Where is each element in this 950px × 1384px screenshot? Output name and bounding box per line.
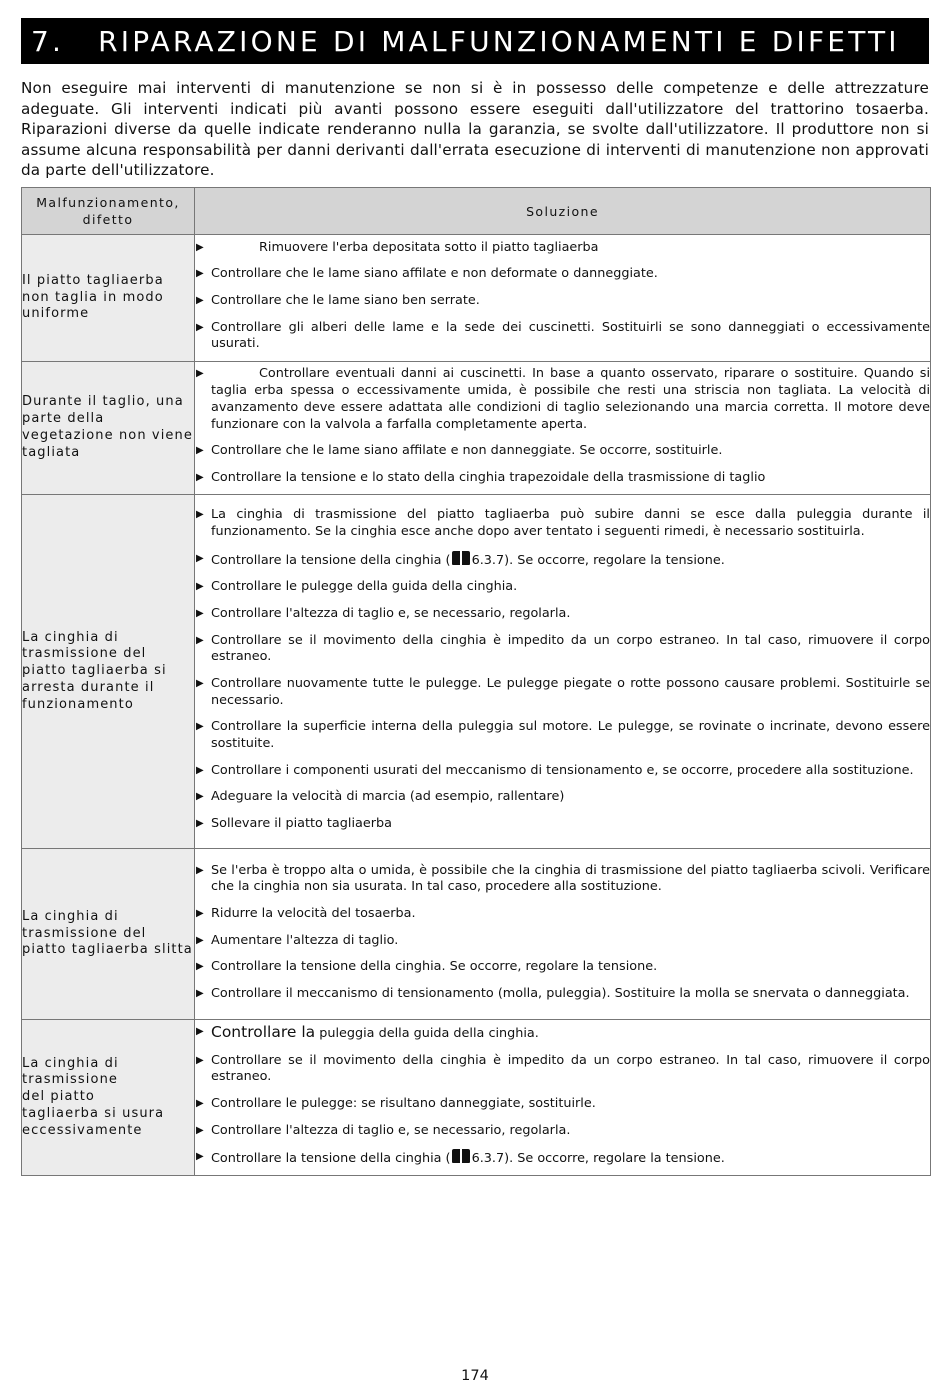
solution-list — [195, 863, 930, 1003]
solution-item: ▶ Controllare l'altezza di taglio e, se necessario, regolarla. — [196, 1122, 571, 1138]
troubleshooting-table — [21, 187, 931, 1176]
solution-item: ▶ Controllare la tensione della cinghia. Se occorre, regolare la tensione. — [196, 959, 658, 975]
section-title-text: RIPARAZIONE DI MALFUNZIONAMENTI E DIFETTI — [98, 24, 900, 58]
triangle-right-icon: ▶ — [196, 607, 204, 619]
solution-item: ▶ Aumentare l'altezza di taglio. — [196, 932, 399, 948]
solution-item: ▶ Adeguare la velocità di marcia (ad esempio, rallentare) — [196, 789, 565, 805]
solution-list — [195, 240, 930, 353]
triangle-right-icon: ▶ — [196, 907, 204, 919]
triangle-right-icon: ▶ — [196, 1151, 204, 1163]
triangle-right-icon: ▶ — [196, 445, 204, 457]
header-solution: Soluzione — [195, 188, 931, 235]
solution-cell — [195, 235, 931, 362]
triangle-right-icon: ▶ — [196, 817, 204, 829]
triangle-right-icon: ▶ — [196, 987, 204, 999]
table-row — [22, 362, 931, 495]
triangle-right-icon: ▶ — [196, 295, 204, 306]
solution-item: ▶ La cinghia di trasmissione del piatto tagliaerba può subire danni se esce dalla puleggia durante il funzionamento. Se la cinghia esce anche dopo aver tentato i seguenti rimedi, è necessario sostituirla. — [196, 507, 930, 540]
section-number: 7. — [31, 24, 65, 58]
table-row — [22, 1020, 931, 1176]
triangle-right-icon: ▶ — [196, 764, 204, 776]
triangle-right-icon: ▶ — [196, 581, 204, 593]
solution-item: ▶ Se l'erba è troppo alta o umida, è possibile che la cinghia di trasmissione del piatto tagliaerba scivoli. Verificare che la cinghia non sia usurata. In tal caso, procedere alla sostituzione. — [196, 862, 930, 895]
triangle-right-icon: ▶ — [196, 321, 204, 333]
triangle-right-icon: ▶ — [196, 634, 204, 646]
solution-item: ▶ Ridurre la velocità del tosaerba. — [196, 905, 416, 921]
triangle-right-icon: ▶ — [196, 1054, 204, 1066]
fault-cell: Il piatto tagliaerba non taglia in modo uniforme — [22, 235, 195, 362]
solution-item: ▶ Controllare il meccanismo di tensionamento (molla, puleggia). Sostituire la molla se snervata o danneggiata. — [196, 985, 910, 1001]
triangle-right-icon: ▶ — [196, 368, 204, 380]
triangle-right-icon: ▶ — [196, 509, 204, 521]
manual-reference: 6.3.7 — [471, 1151, 505, 1167]
triangle-right-icon: ▶ — [196, 471, 204, 483]
solution-item: ▶ Controllare che le lame siano affilate e non danneggiate. Se occorre, sostituirle. — [196, 443, 723, 459]
solution-item: ▶ Rimuovere l'erba depositata sotto il piatto tagliaerba — [196, 239, 599, 255]
solution-cell — [195, 362, 931, 495]
solution-item: ▶ Controllare i componenti usurati del meccanismo di tensionamento e, se occorre, procedere alla sostituzione. — [196, 762, 914, 778]
triangle-right-icon: ▶ — [196, 721, 204, 733]
header-fault: Malfunzionamento, difetto — [22, 188, 195, 235]
triangle-right-icon: ▶ — [196, 268, 204, 280]
section-title — [21, 18, 929, 64]
solution-item: ▶ Controllare l'altezza di taglio e, se necessario, regolarla. — [196, 605, 571, 621]
book-icon — [452, 551, 470, 565]
triangle-right-icon: ▶ — [196, 1098, 204, 1109]
solution-item: ▶ Controllare la tensione della cinghia ( 6.3.7). Se occorre, regolare la tensione. — [196, 1151, 725, 1167]
solution-item: ▶ Sollevare il piatto tagliaerba — [196, 815, 392, 831]
solution-list — [195, 366, 930, 486]
solution-item: ▶ Controllare la tensione e lo stato della cinghia trapezoidale della trasmissione di taglio — [196, 469, 766, 485]
triangle-right-icon: ▶ — [196, 961, 204, 973]
table-row — [22, 495, 931, 849]
manual-reference: 6.3.7 — [471, 552, 505, 568]
solution-item: ▶ Controllare la tensione della cinghia ( 6.3.7). Se occorre, regolare la tensione. — [196, 552, 725, 568]
solution-item: ▶ Controllare che le lame siano affilate e non deformate o danneggiate. — [196, 266, 658, 282]
solution-item: ▶ Controllare se il movimento della cinghia è impedito da un corpo estraneo. In tal caso, rimuovere il corpo estraneo. — [196, 632, 930, 665]
triangle-right-icon: ▶ — [196, 241, 204, 253]
solution-cell — [195, 495, 931, 849]
triangle-right-icon: ▶ — [196, 1124, 204, 1136]
solution-item: ▶ Controllare la puleggia della guida della cinghia. — [196, 1023, 539, 1042]
solution-item: ▶ Controllare nuovamente tutte le pulegge. Le pulegge piegate o rotte possono causare problemi. Sostituirle se necessario. — [196, 675, 930, 708]
triangle-right-icon: ▶ — [196, 677, 204, 689]
solution-list — [195, 1024, 930, 1168]
intro-paragraph: Non eseguire mai interventi di manutenzione se non si è in possesso delle competenze e delle attrezzature adeguate. Gli interventi indicati più avanti possono essere eseguiti dall'utilizzatore del trattorino tosaerba. Riparazioni diverse da quelle indicate renderanno nulla la garanzia, se svolte dall'utilizzatore. Il produttore non si assume alcuna responsabilità per danni derivanti dall'errata esecuzione di interventi di manutenzione non approvati da parte dell'utilizzatore. — [21, 79, 929, 180]
solution-item: ▶ Controllare la superficie interna della puleggia sul motore. Le pulegge, se rovinate o incrinate, devono essere sostituite. — [196, 719, 930, 752]
table-row — [22, 235, 931, 362]
table-header-row — [22, 188, 931, 235]
solution-item: ▶ Controllare le pulegge: se risultano danneggiate, sostituirle. — [196, 1096, 596, 1111]
triangle-right-icon: ▶ — [196, 1026, 204, 1038]
fault-cell: La cinghia di trasmissione del piatto tagliaerba si usura eccessivamente — [22, 1020, 195, 1176]
solution-item: ▶ Controllare che le lame siano ben serrate. — [196, 293, 480, 308]
table-row — [22, 849, 931, 1020]
solution-item: ▶ Controllare gli alberi delle lame e la sede dei cuscinetti. Sostituirli se sono danneggiati o eccessivamente usurati. — [196, 319, 930, 352]
solution-cell — [195, 1020, 931, 1176]
triangle-right-icon: ▶ — [196, 791, 204, 803]
page-number: 174 — [461, 1368, 489, 1384]
triangle-right-icon: ▶ — [196, 934, 204, 946]
solution-cell — [195, 849, 931, 1020]
triangle-right-icon: ▶ — [196, 552, 204, 564]
solution-item: ▶ Controllare se il movimento della cinghia è impedito da un corpo estraneo. In tal caso, rimuovere il corpo estraneo. — [196, 1052, 930, 1085]
solution-item: ▶ Controllare eventuali danni ai cuscinetti. In base a quanto osservato, riparare o sostituire. Quando si taglia erba spessa o eccessivamente umida, è possibile che resti una striscia non tagliata. La velocità di avanzamento deve essere adattata alle condizioni di taglio selezionando una marcia corretta. Il motore deve funzionare con la valvola a farfalla completamente aperta. — [196, 366, 930, 432]
fault-cell: Durante il taglio, una parte della vegetazione non viene tagliata — [22, 362, 195, 495]
solution-item: ▶ Controllare le pulegge della guida della cinghia. — [196, 579, 518, 595]
book-icon — [452, 1149, 470, 1163]
solution-list — [195, 507, 930, 832]
triangle-right-icon: ▶ — [196, 864, 204, 876]
fault-cell: La cinghia di trasmissione del piatto tagliaerba slitta — [22, 849, 195, 1020]
fault-cell: La cinghia di trasmissione del piatto tagliaerba si arresta durante il funzionamento — [22, 495, 195, 849]
